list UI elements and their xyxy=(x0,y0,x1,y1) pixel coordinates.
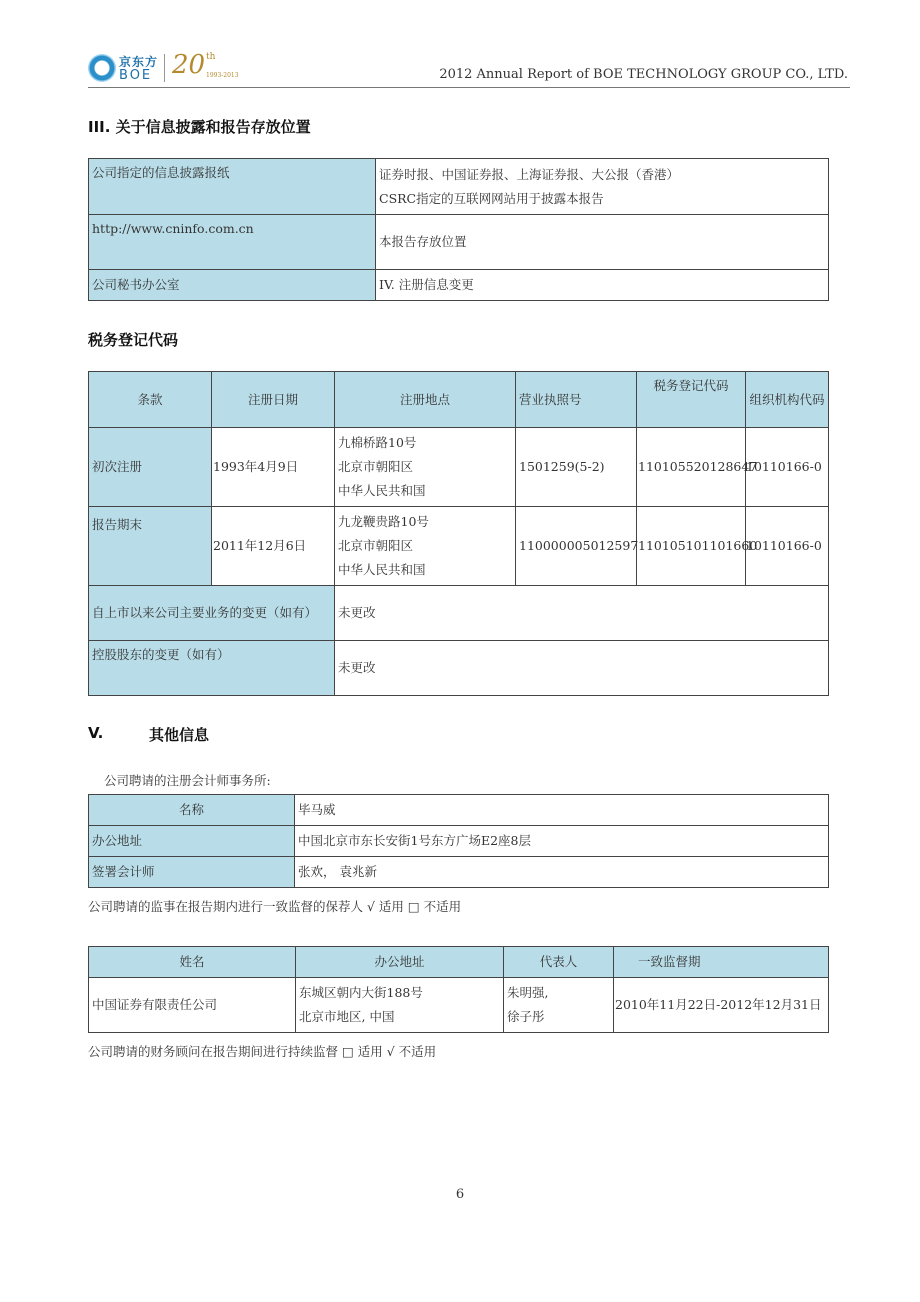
table-row xyxy=(89,270,829,301)
address-line: 北京市地区, 中国 xyxy=(299,1009,395,1024)
col-header-representative: 代表人 xyxy=(504,947,614,978)
col-header-date: 注册日期 xyxy=(212,372,335,428)
place-line: 中华人民共和国 xyxy=(338,483,426,498)
sponsor-address xyxy=(296,978,504,1033)
table-row xyxy=(89,215,829,270)
row-tax-code: 110105101101660 xyxy=(637,507,746,586)
col-header-place: 注册地点 xyxy=(335,372,516,428)
website-value: 本报告存放位置 xyxy=(376,215,829,270)
business-change-value: 未更改 xyxy=(335,586,829,641)
holder-change-label: 控股股东的变更（如有） xyxy=(89,641,335,696)
sponsor-name: 中国证券有限责任公司 xyxy=(89,978,296,1033)
secretary-office-value: IV. 注册信息变更 xyxy=(376,270,829,301)
holder-change-value: 未更改 xyxy=(335,641,829,696)
col-header-name: 姓名 xyxy=(89,947,296,978)
place-line: 北京市朝阳区 xyxy=(338,459,414,474)
boe-logo-icon xyxy=(88,54,116,82)
col-header-tax-code: 税务登记代码 xyxy=(637,372,746,428)
signing-accountant-value: 张欢， 袁兆新 xyxy=(295,857,829,888)
registration-table xyxy=(88,371,829,696)
row-item: 报告期末 xyxy=(89,507,212,586)
row-org-code: 10110166-0 xyxy=(746,428,829,507)
page-number: 6 xyxy=(455,1187,465,1202)
row-place xyxy=(335,507,516,586)
sponsor-period: 2010年11月22日-2012年12月31日 xyxy=(614,978,829,1033)
sponsor-table xyxy=(88,946,829,1033)
logo-years: 1993-2013 xyxy=(206,72,239,79)
disclosure-newspaper-value xyxy=(376,159,829,215)
logo-english-text: BOE xyxy=(119,68,153,83)
row-license: 1501259(5-2) xyxy=(516,428,637,507)
accountant-note: 公司聘请的注册会计师事务所: xyxy=(104,773,271,788)
accountant-table xyxy=(88,794,829,888)
col-header-org-code: 组织机构代码 xyxy=(746,372,829,428)
table-row xyxy=(89,641,829,696)
table-row xyxy=(89,978,829,1033)
accountant-address-label: 办公地址 xyxy=(89,826,295,857)
place-line: 北京市朝阳区 xyxy=(338,538,414,553)
row-place xyxy=(335,428,516,507)
table-row xyxy=(89,826,829,857)
representative-line: 徐子彤 xyxy=(507,1009,545,1024)
accountant-name-value: 毕马威 xyxy=(295,795,829,826)
section5-heading: 其他信息 xyxy=(149,726,210,744)
row-tax-code: 110105520128647 xyxy=(637,428,746,507)
section3-heading: III. 关于信息披露和报告存放位置 xyxy=(88,118,311,136)
accountant-name-label: 名称 xyxy=(89,795,295,826)
table-header-row xyxy=(89,372,829,428)
table-row xyxy=(89,159,829,215)
row-org-code: 10110166-0 xyxy=(746,507,829,586)
place-line: 中华人民共和国 xyxy=(338,562,426,577)
col-header-license: 营业执照号 xyxy=(516,372,637,428)
disclosure-table xyxy=(88,158,829,301)
secretary-office-label: 公司秘书办公室 xyxy=(89,270,376,301)
col-header-address: 办公地址 xyxy=(296,947,504,978)
tax-heading: 税务登记代码 xyxy=(88,331,179,349)
place-line: 九龙鞭贵路10号 xyxy=(338,514,429,529)
row-item: 初次注册 xyxy=(89,428,212,507)
table-row xyxy=(89,857,829,888)
value-line: CSRC指定的互联网网站用于披露本报告 xyxy=(379,190,604,206)
logo-anniversary-suffix: th xyxy=(206,52,216,62)
business-change-label: 自上市以来公司主要业务的变更（如有） xyxy=(89,586,335,641)
signing-accountant-label: 签署会计师 xyxy=(89,857,295,888)
boe-20th-logo xyxy=(88,52,248,86)
col-header-period: 一致监督期 xyxy=(614,947,829,978)
row-date: 1993年4月9日 xyxy=(212,428,335,507)
col-header-item: 条款 xyxy=(89,372,212,428)
sponsor-representatives xyxy=(504,978,614,1033)
sponsor-note: 公司聘请的监事在报告期内进行一致监督的保荐人 √ 适用 □ 不适用 xyxy=(88,899,462,914)
table-row xyxy=(89,507,829,586)
accountant-address-value: 中国北京市东长安街1号东方广场E2座8层 xyxy=(295,826,829,857)
advisor-note: 公司聘请的财务顾问在报告期间进行持续监督 □ 适用 √ 不适用 xyxy=(88,1044,437,1059)
table-row xyxy=(89,428,829,507)
place-line: 九棉桥路10号 xyxy=(338,435,417,450)
address-line: 东城区朝内大街188号 xyxy=(299,985,423,1000)
website-label: http://www.cninfo.com.cn xyxy=(89,215,376,270)
table-row xyxy=(89,586,829,641)
logo-chinese-text: 京东方 xyxy=(119,55,159,69)
header-divider xyxy=(88,87,850,88)
row-date: 2011年12月6日 xyxy=(212,507,335,586)
disclosure-newspaper-label: 公司指定的信息披露报纸 xyxy=(89,159,376,215)
logo-anniversary-number: 20 xyxy=(172,50,206,80)
value-line: 证券时报、中国证券报、上海证券报、大公报（香港） xyxy=(379,166,680,182)
row-license: 110000005012597 xyxy=(516,507,637,586)
table-row xyxy=(89,795,829,826)
section5-number: V. xyxy=(88,724,104,742)
representative-line: 朱明强, xyxy=(507,985,549,1000)
report-title: 2012 Annual Report of BOE TECHNOLOGY GROUP CO., LTD. xyxy=(439,67,848,82)
table-header-row xyxy=(89,947,829,978)
logo-divider xyxy=(164,54,165,82)
